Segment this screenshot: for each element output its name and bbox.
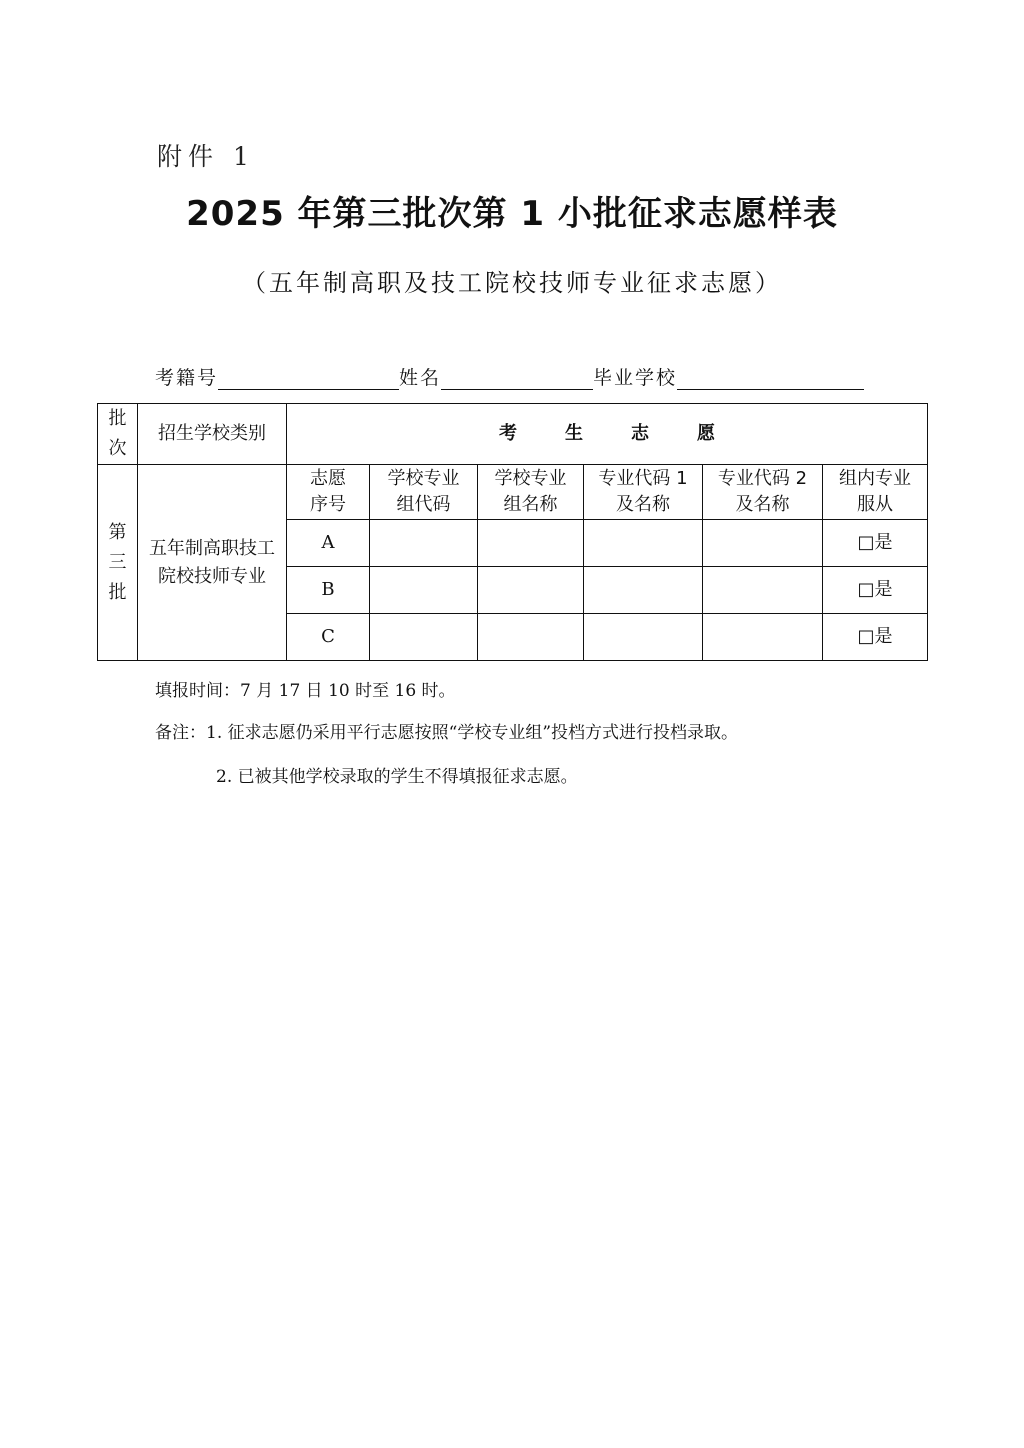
col-header-group-name: 学校专业组名称: [478, 465, 584, 520]
major-2-cell[interactable]: [703, 520, 823, 567]
group-code-cell[interactable]: [370, 567, 478, 614]
remark-2: 2. 已被其他学校录取的学生不得填报征求志愿。: [216, 767, 578, 787]
group-code-cell[interactable]: [370, 520, 478, 567]
obey-checkbox[interactable]: □是: [823, 520, 928, 567]
batch-header-cell: [98, 404, 138, 465]
obey-checkbox[interactable]: □是: [823, 567, 928, 614]
school-label: 毕业学校: [593, 367, 678, 389]
applicant-fields: [155, 363, 864, 390]
group-name-cell[interactable]: [478, 520, 584, 567]
exam-id-label: 考籍号: [155, 367, 219, 389]
seq-cell: A: [287, 520, 370, 567]
major-1-cell[interactable]: [584, 567, 703, 614]
seq-cell: B: [287, 567, 370, 614]
group-name-cell[interactable]: [478, 567, 584, 614]
page-subtitle: （五年制高职及技工院校技师专业征求志愿）: [242, 269, 782, 297]
name-label: 姓名: [399, 367, 442, 389]
batch-value: 第三批: [108, 521, 127, 603]
major-2-cell[interactable]: [703, 567, 823, 614]
major-2-cell[interactable]: [703, 614, 823, 661]
seq-cell: C: [287, 614, 370, 661]
attachment-label: 附件 1: [157, 142, 255, 171]
col-header-major-2: 专业代码 2 及名称: [703, 465, 823, 520]
batch-header: 批次: [108, 408, 127, 459]
wish-form-table: [97, 403, 928, 661]
category-header: 招生学校类别: [138, 404, 287, 465]
major-1-cell[interactable]: [584, 614, 703, 661]
group-code-cell[interactable]: [370, 614, 478, 661]
category-value: 五年制高职技工院校技师专业: [149, 537, 275, 587]
name-field[interactable]: [441, 367, 593, 390]
col-header-obey: 组内专业服从: [823, 465, 928, 520]
col-header-seq: 志愿序号: [287, 465, 370, 520]
wish-header: 考生志愿: [287, 404, 928, 465]
col-header-major-1: 专业代码 1 及名称: [584, 465, 703, 520]
batch-value-cell: [98, 465, 138, 661]
page-title: 2025 年第三批次第 1 小批征求志愿样表: [186, 194, 838, 234]
fill-time-note: 填报时间：7 月 17 日 10 时至 16 时。: [155, 681, 456, 701]
category-value-cell: [138, 465, 287, 661]
obey-checkbox[interactable]: □是: [823, 614, 928, 661]
group-name-cell[interactable]: [478, 614, 584, 661]
exam-id-field[interactable]: [218, 367, 399, 390]
school-field[interactable]: [677, 367, 864, 390]
remark-1: 备注：1. 征求志愿仍采用平行志愿按照“学校专业组”投档方式进行投档录取。: [155, 723, 739, 743]
col-header-group-code: 学校专业组代码: [370, 465, 478, 520]
major-1-cell[interactable]: [584, 520, 703, 567]
